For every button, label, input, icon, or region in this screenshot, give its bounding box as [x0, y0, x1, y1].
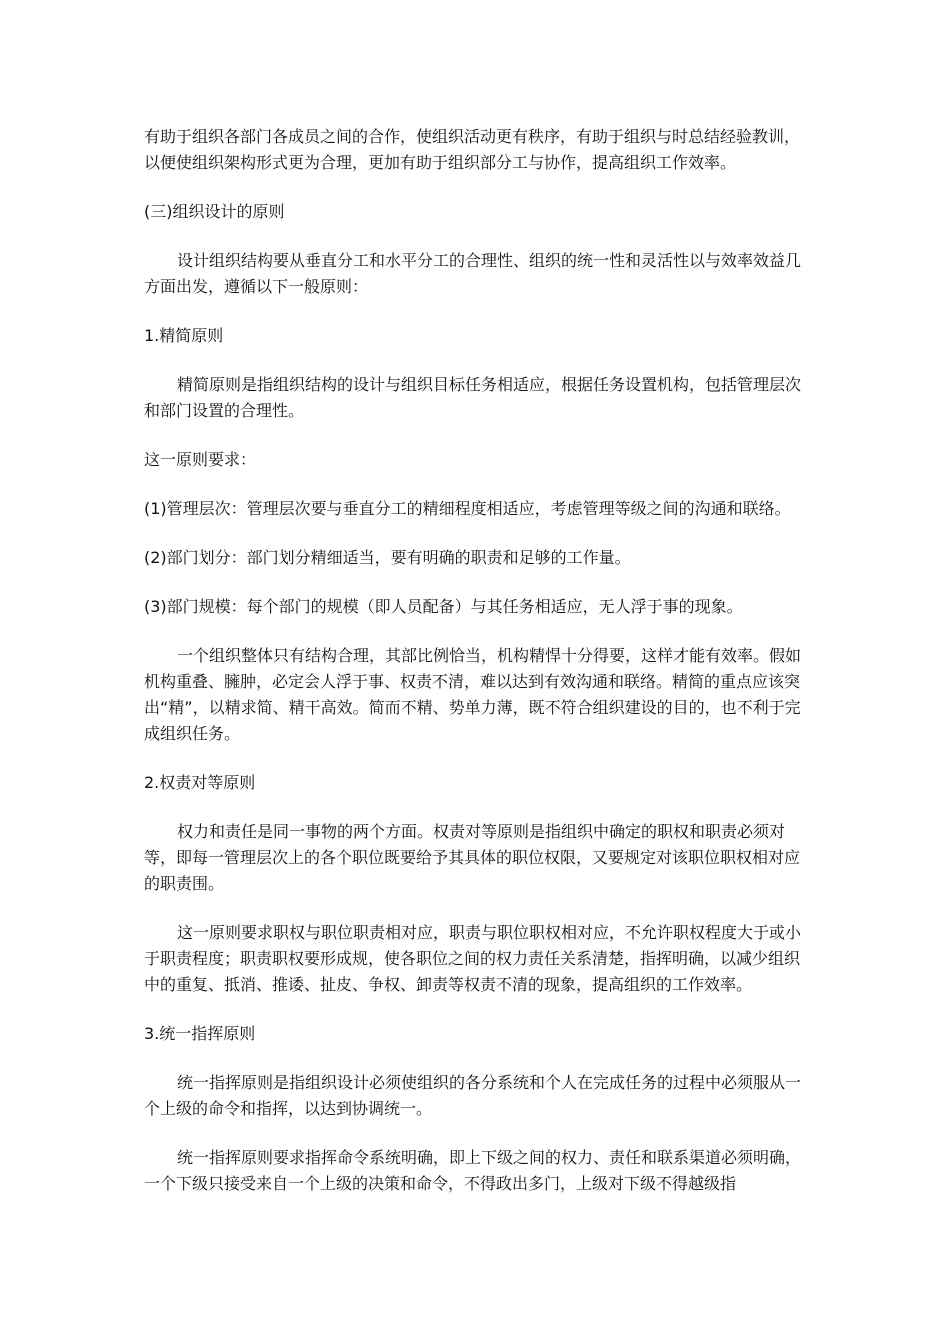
heading-simplicity-principle: 1.精简原则	[144, 326, 224, 345]
list-item-department-division: (2)部门划分：部门划分精细适当，要有明确的职责和足够的工作量。	[144, 548, 631, 567]
list-item-department-scale: (3)部门规模：每个部门的规模（即人员配备）与其任务相适应，无人浮于事的现象。	[144, 597, 743, 616]
section-heading-design-principles: (三)组织设计的原则	[144, 202, 285, 221]
paragraph-intro: 有助于组织各部门各成员之间的合作，使组织活动更有秩序，有助于组织与时总结经验教训，以便使组织架构形式更为合理，更加有助于组织部分工与协作，提高组织工作效率。	[144, 127, 801, 172]
paragraph-simplicity-definition: 精简原则是指组织结构的设计与组织目标任务相适应，根据任务设置机构，包括管理层次和部门设置的合理性。	[144, 375, 802, 420]
paragraph-principles-overview: 设计组织结构要从垂直分工和水平分工的合理性、组织的统一性和灵活性以与效率效益几方面出发，遵循以下一般原则：	[144, 251, 802, 296]
heading-power-responsibility-principle: 2.权责对等原则	[144, 773, 256, 792]
paragraph-requirements-intro: 这一原则要求：	[144, 450, 257, 469]
heading-unified-command-principle: 3.统一指挥原则	[144, 1024, 256, 1043]
paragraph-power-responsibility-definition: 权力和责任是同一事物的两个方面。权责对等原则是指组织中确定的职权和职责必须对等，即每一管理层次上的各个职位既要给予其具体的职位权限，又要规定对该职位职权相对应的职责围。	[144, 822, 801, 893]
paragraph-power-responsibility-requirements: 这一原则要求职权与职位职责相对应，职责与职位职权相对应，不允许职权程度大于或小于职责程度；职责职权要形成规，使各职位之间的权力责任关系清楚，指挥明确，以减少组织中的重复、抵消、推诿、扯皮、争权、卸责等权责不清的现象，提高组织的工作效率。	[144, 923, 802, 994]
paragraph-unified-command-definition: 统一指挥原则是指组织设计必须使组织的各分系统和个人在完成任务的过程中必须服从一个上级的命令和指挥，以达到协调统一。	[144, 1073, 802, 1118]
paragraph-unified-command-requirements: 统一指挥原则要求指挥命令系统明确，即上下级之间的权力、责任和联系渠道必须明确，一个下级只接受来自一个上级的决策和命令，不得政出多门，上级对下级不得越级指	[144, 1148, 802, 1193]
document-page	[144, 124, 812, 1220]
paragraph-simplicity-explanation: 一个组织整体只有结构合理，其部比例恰当，机构精悍十分得要，这样才能有效率。假如机构重叠、臃肿，必定会人浮于事、权责不清，难以达到有效沟通和联络。精简的重点应该突出“精”，以精求简、精干高效。简而不精、势单力薄，既不符合组织建设的目的，也不利于完成组织任务。	[144, 646, 802, 743]
list-item-management-levels: (1)管理层次：管理层次要与垂直分工的精细程度相适应，考虑管理等级之间的沟通和联络。	[144, 499, 791, 518]
